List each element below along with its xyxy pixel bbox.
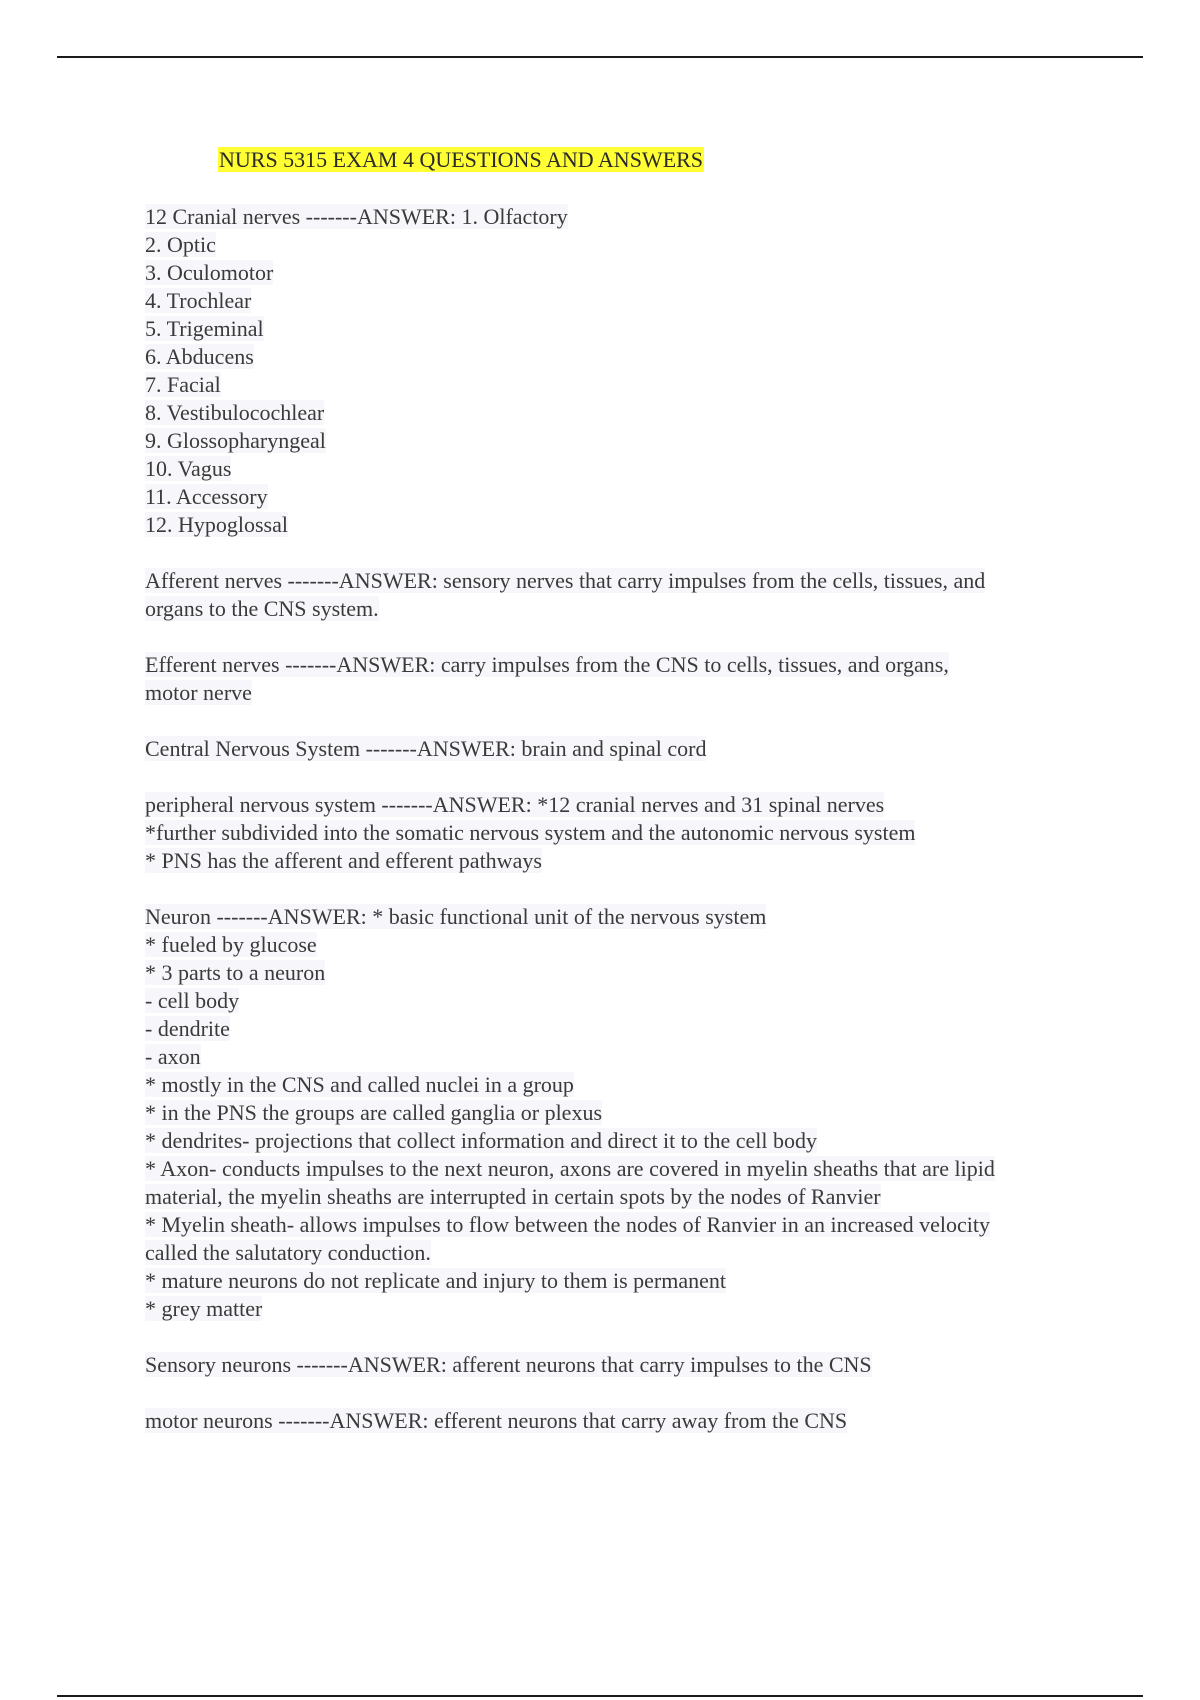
list-item: 10. Vagus: [145, 456, 232, 481]
qa-line: 12 Cranial nerves -------ANSWER: 1. Olfactory: [145, 204, 568, 229]
list-item: 12. Hypoglossal: [145, 512, 288, 537]
qa-line: * in the PNS the groups are called ganglia or plexus: [145, 1100, 603, 1125]
qa-sensory-neurons: [145, 1351, 1095, 1379]
qa-line: * mature neurons do not replicate and injury to them is permanent: [145, 1268, 727, 1293]
list-item: 6. Abducens: [145, 344, 254, 369]
qa-line: Sensory neurons -------ANSWER: afferent neurons that carry impulses to the CNS: [145, 1352, 872, 1377]
list-item: 9. Glossopharyngeal: [145, 428, 326, 453]
qa-cranial-nerves: [145, 203, 1095, 539]
qa-line: organs to the CNS system.: [145, 596, 379, 621]
qa-line: peripheral nervous system -------ANSWER: *12 cranial nerves and 31 spinal nerves: [145, 792, 885, 817]
qa-central-nervous-system: [145, 735, 1095, 763]
qa-line: Neuron -------ANSWER: * basic functional unit of the nervous system: [145, 904, 767, 929]
qa-line: Central Nervous System -------ANSWER: brain and spinal cord: [145, 736, 707, 761]
qa-line: * fueled by glucose: [145, 932, 317, 957]
qa-efferent-nerves: [145, 651, 1095, 707]
list-item: 3. Oculomotor: [145, 260, 274, 285]
qa-line: Afferent nerves -------ANSWER: sensory nerves that carry impulses from the cells, tissues, and: [145, 568, 986, 593]
document-body: [145, 203, 1095, 1463]
qa-line: motor nerve: [145, 680, 252, 705]
qa-neuron: [145, 903, 1095, 1323]
bottom-rule: [57, 1695, 1143, 1697]
qa-line: * Myelin sheath- allows impulses to flow between the nodes of Ranvier in an increased velocity: [145, 1212, 990, 1237]
list-item: 11. Accessory: [145, 484, 268, 509]
list-item: 4. Trochlear: [145, 288, 252, 313]
qa-peripheral-nervous-system: [145, 791, 1095, 875]
document-title: NURS 5315 EXAM 4 QUESTIONS AND ANSWERS: [219, 147, 704, 172]
qa-afferent-nerves: [145, 567, 1095, 623]
qa-line: Efferent nerves -------ANSWER: carry impulses from the CNS to cells, tissues, and organs,: [145, 652, 949, 677]
qa-line: * dendrites- projections that collect information and direct it to the cell body: [145, 1128, 818, 1153]
qa-line: *further subdivided into the somatic nervous system and the autonomic nervous system: [145, 820, 916, 845]
qa-line: * grey matter: [145, 1296, 263, 1321]
list-item: 8. Vestibulocochlear: [145, 400, 325, 425]
list-item: 7. Facial: [145, 372, 221, 397]
qa-line: - axon: [145, 1044, 201, 1069]
qa-line: material, the myelin sheaths are interrupted in certain spots by the nodes of Ranvier: [145, 1184, 881, 1209]
qa-line: * Axon- conducts impulses to the next neuron, axons are covered in myelin sheaths that are lipid: [145, 1156, 995, 1181]
qa-line: motor neurons -------ANSWER: efferent neurons that carry away from the CNS: [145, 1408, 848, 1433]
qa-line: * 3 parts to a neuron: [145, 960, 326, 985]
qa-line: - cell body: [145, 988, 240, 1013]
qa-motor-neurons: [145, 1407, 1095, 1435]
qa-line: called the salutatory conduction.: [145, 1240, 431, 1265]
qa-line: - dendrite: [145, 1016, 230, 1041]
top-rule: [57, 56, 1143, 58]
qa-line: * PNS has the afferent and efferent pathways: [145, 848, 542, 873]
qa-line: * mostly in the CNS and called nuclei in a group: [145, 1072, 574, 1097]
list-item: 5. Trigeminal: [145, 316, 264, 341]
list-item: 2. Optic: [145, 232, 216, 257]
document-title-wrap: [218, 146, 704, 174]
